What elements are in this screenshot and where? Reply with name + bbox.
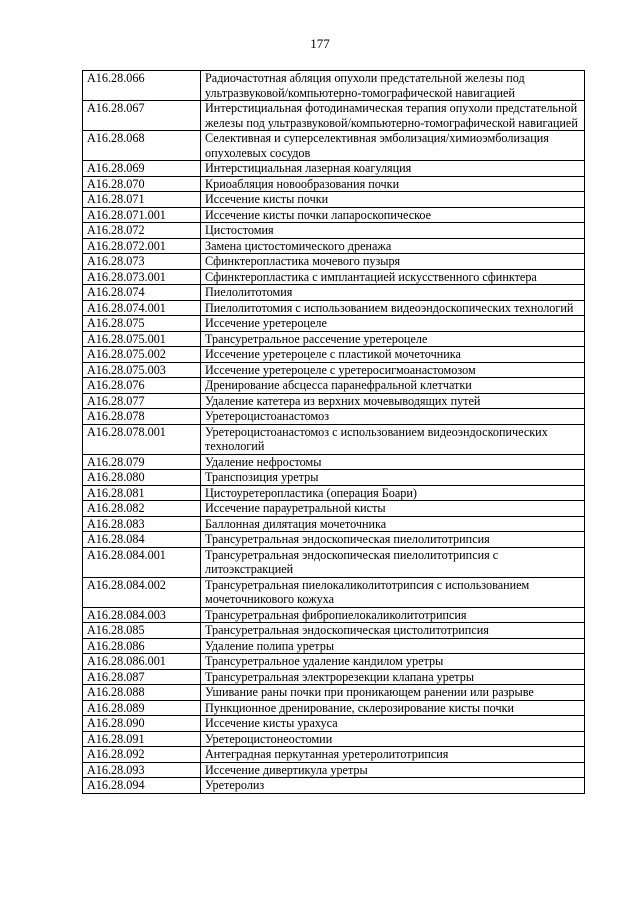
procedure-name: Интерстициальная лазерная коагуляция (201, 161, 585, 177)
procedure-name: Трансуретральное рассечение уретероцеле (201, 331, 585, 347)
procedure-name: Иссечение кисты почки лапароскопическое (201, 207, 585, 223)
procedure-code: A16.28.084.003 (83, 607, 201, 623)
procedure-name: Криоабляция новообразования почки (201, 176, 585, 192)
procedure-code: A16.28.075.001 (83, 331, 201, 347)
table-row (83, 424, 585, 454)
procedure-name: Уретероцистонеостомии (201, 731, 585, 747)
procedure-name: Ушивание раны почки при проникающем ранении или разрыве (201, 685, 585, 701)
procedure-code: A16.28.077 (83, 393, 201, 409)
procedure-name: Иссечение парауретральной кисты (201, 501, 585, 517)
procedure-code: A16.28.071 (83, 192, 201, 208)
table-row (83, 316, 585, 332)
procedure-code: A16.28.086.001 (83, 654, 201, 670)
procedure-name: Удаление полипа уретры (201, 638, 585, 654)
procedure-name: Иссечение уретероцеле с уретеросигмоанастомозом (201, 362, 585, 378)
procedure-code: A16.28.078 (83, 409, 201, 425)
procedure-name: Уретероцистоанастомоз (201, 409, 585, 425)
table-row (83, 362, 585, 378)
procedure-code: A16.28.088 (83, 685, 201, 701)
page-number: 177 (310, 36, 330, 51)
procedure-name: Транспозиция уретры (201, 470, 585, 486)
table-row (83, 747, 585, 763)
procedure-name: Трансуретральная эндоскопическая пиелолитотрипсия (201, 532, 585, 548)
procedure-code: A16.28.072 (83, 223, 201, 239)
table-row (83, 378, 585, 394)
table-row (83, 638, 585, 654)
procedure-name: Иссечение кисты урахуса (201, 716, 585, 732)
procedure-code: A16.28.094 (83, 778, 201, 794)
procedure-name: Интерстициальная фотодинамическая терапия опухоли предстательной железы под ультразвуковой/компьютерно-томографической навигацией (201, 101, 585, 131)
procedure-code: A16.28.092 (83, 747, 201, 763)
procedure-name: Иссечение кисты почки (201, 192, 585, 208)
table-body (83, 71, 585, 794)
procedure-code: A16.28.076 (83, 378, 201, 394)
table-row (83, 516, 585, 532)
procedure-code: A16.28.068 (83, 131, 201, 161)
procedure-name: Трансуретральная фибропиелокаликолитотрипсия (201, 607, 585, 623)
table-row (83, 300, 585, 316)
table-row (83, 71, 585, 101)
table-row (83, 762, 585, 778)
procedure-code: A16.28.070 (83, 176, 201, 192)
procedure-name: Уретероцистоанастомоз с использованием видеоэндоскопических технологий (201, 424, 585, 454)
table-row (83, 778, 585, 794)
procedure-code: A16.28.080 (83, 470, 201, 486)
table-row (83, 161, 585, 177)
procedure-code: A16.28.084.001 (83, 547, 201, 577)
procedure-name: Удаление катетера из верхних мочевыводящих путей (201, 393, 585, 409)
procedure-name: Цистостомия (201, 223, 585, 239)
table-row (83, 223, 585, 239)
table-row (83, 192, 585, 208)
procedure-name: Иссечение уретероцеле с пластикой мочеточника (201, 347, 585, 363)
procedure-name: Удаление нефростомы (201, 454, 585, 470)
procedure-code: A16.28.075.003 (83, 362, 201, 378)
procedure-name: Уретеролиз (201, 778, 585, 794)
procedure-code: A16.28.093 (83, 762, 201, 778)
table-row (83, 547, 585, 577)
procedure-code: A16.28.087 (83, 669, 201, 685)
procedure-code: A16.28.073 (83, 254, 201, 270)
procedure-code: A16.28.066 (83, 71, 201, 101)
table-row (83, 176, 585, 192)
table-row (83, 685, 585, 701)
procedure-code: A16.28.090 (83, 716, 201, 732)
table-row (83, 238, 585, 254)
table-row (83, 485, 585, 501)
procedure-code: A16.28.067 (83, 101, 201, 131)
procedure-name: Цистоуретеропластика (операция Боари) (201, 485, 585, 501)
procedure-name: Сфинктеропластика мочевого пузыря (201, 254, 585, 270)
procedure-name: Трансуретральная эндоскопическая цистолитотрипсия (201, 623, 585, 639)
procedure-name: Пиелолитотомия с использованием видеоэндоскопических технологий (201, 300, 585, 316)
procedure-code: A16.28.083 (83, 516, 201, 532)
procedure-name: Антеградная перкутанная уретеролитотрипсия (201, 747, 585, 763)
procedure-name: Трансуретральная эндоскопическая пиелолитотрипсия с литоэкстракцией (201, 547, 585, 577)
procedure-code: A16.28.091 (83, 731, 201, 747)
table-row (83, 654, 585, 670)
procedure-name: Дренирование абсцесса паранефральной клетчатки (201, 378, 585, 394)
table-row (83, 409, 585, 425)
procedure-code: A16.28.084.002 (83, 577, 201, 607)
procedure-name: Пиелолитотомия (201, 285, 585, 301)
procedure-code: A16.28.073.001 (83, 269, 201, 285)
procedure-code: A16.28.084 (83, 532, 201, 548)
procedure-code: A16.28.074 (83, 285, 201, 301)
table-row (83, 470, 585, 486)
table-row (83, 285, 585, 301)
procedure-name: Селективная и суперселективная эмболизация/химиоэмболизация опухолевых сосудов (201, 131, 585, 161)
procedure-name: Трансуретральное удаление кандилом уретры (201, 654, 585, 670)
procedure-code: A16.28.075 (83, 316, 201, 332)
procedure-name: Пункционное дренирование, склерозирование кисты почки (201, 700, 585, 716)
table-row (83, 254, 585, 270)
table-row (83, 393, 585, 409)
procedure-code: A16.28.086 (83, 638, 201, 654)
procedure-code: A16.28.081 (83, 485, 201, 501)
table-row (83, 454, 585, 470)
procedure-name: Баллонная дилятация мочеточника (201, 516, 585, 532)
table-row (83, 269, 585, 285)
table-row (83, 731, 585, 747)
procedure-name: Иссечение дивертикула уретры (201, 762, 585, 778)
table-row (83, 607, 585, 623)
table-row (83, 577, 585, 607)
procedure-name: Радиочастотная абляция опухоли предстательной железы под ультразвуковой/компьютерно-томографической навигацией (201, 71, 585, 101)
table-row (83, 700, 585, 716)
table-row (83, 669, 585, 685)
procedure-code: A16.28.074.001 (83, 300, 201, 316)
procedure-code: A16.28.085 (83, 623, 201, 639)
procedure-name: Сфинктеропластика с имплантацией искусственного сфинктера (201, 269, 585, 285)
procedure-name: Трансуретральная электрорезекции клапана уретры (201, 669, 585, 685)
procedure-code: A16.28.069 (83, 161, 201, 177)
procedure-code: A16.28.078.001 (83, 424, 201, 454)
table-row (83, 207, 585, 223)
table-row (83, 532, 585, 548)
procedure-code: A16.28.072.001 (83, 238, 201, 254)
table-row (83, 347, 585, 363)
table-row (83, 716, 585, 732)
table-row (83, 101, 585, 131)
procedure-name: Замена цистостомического дренажа (201, 238, 585, 254)
procedure-code: A16.28.079 (83, 454, 201, 470)
procedure-code: A16.28.082 (83, 501, 201, 517)
procedure-name: Трансуретральная пиелокаликолитотрипсия с использованием мочеточникового кожуха (201, 577, 585, 607)
procedure-code: A16.28.071.001 (83, 207, 201, 223)
table-row (83, 131, 585, 161)
procedure-code: A16.28.089 (83, 700, 201, 716)
table-row (83, 501, 585, 517)
table-row (83, 623, 585, 639)
procedure-code: A16.28.075.002 (83, 347, 201, 363)
procedure-name: Иссечение уретероцеле (201, 316, 585, 332)
table-row (83, 331, 585, 347)
procedure-codes-table (82, 70, 585, 794)
